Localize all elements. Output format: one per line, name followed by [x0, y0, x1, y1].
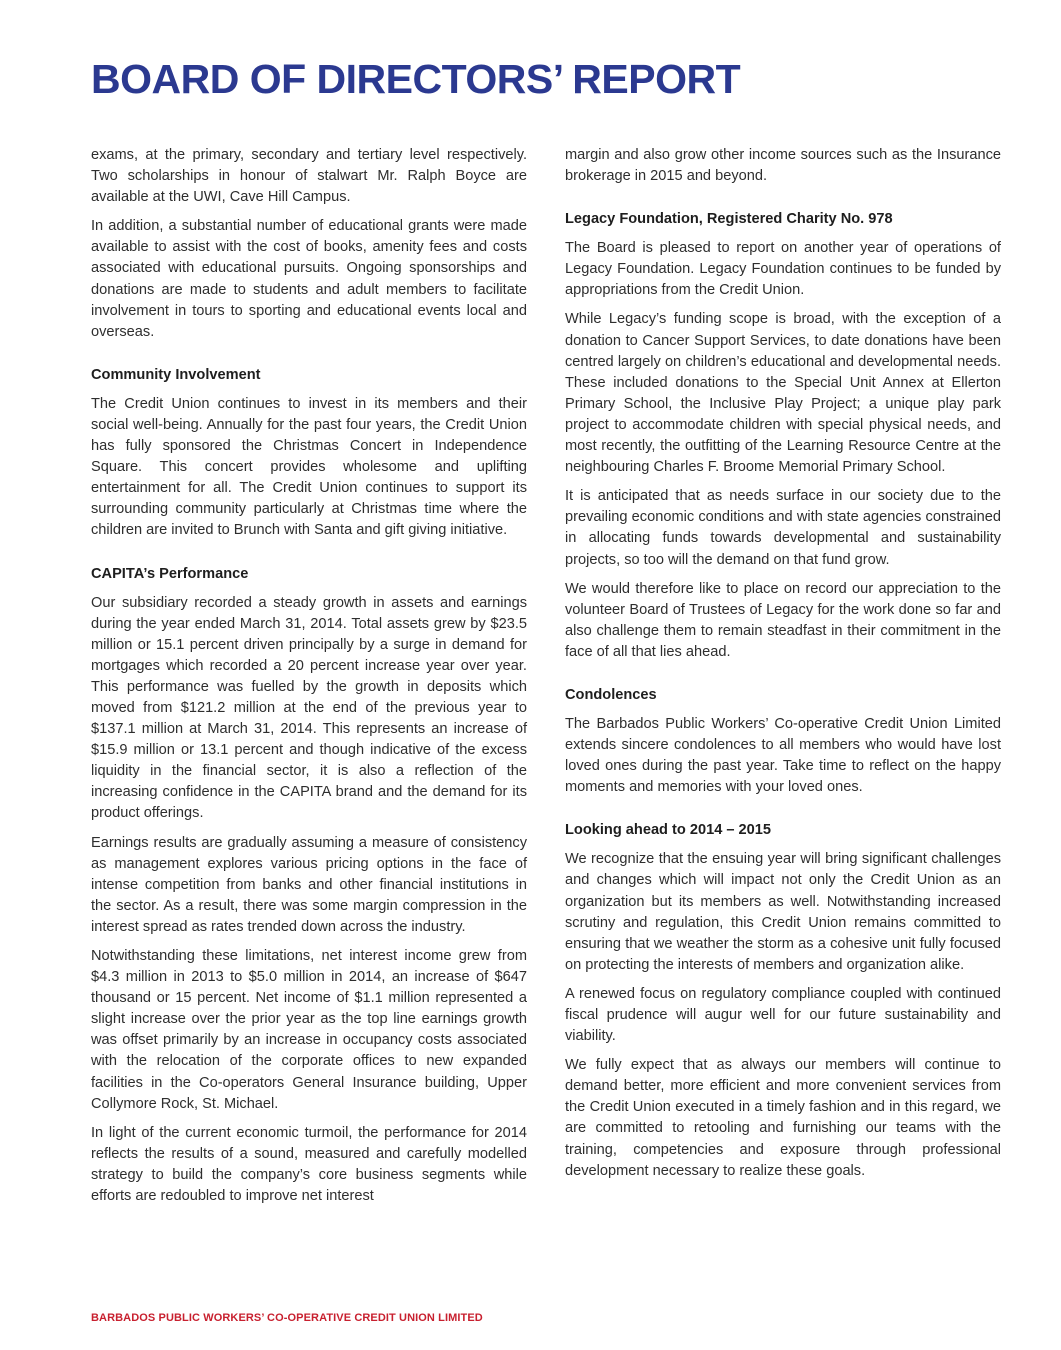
paragraph-looking-ahead-compliance: A renewed focus on regulatory compliance coupled with continued fiscal prudence will augur well for our future sustainability and viability. [565, 985, 1001, 1045]
page-title: BOARD OF DIRECTORS’ REPORT [91, 56, 741, 102]
heading-looking-ahead: Looking ahead to 2014 – 2015 [565, 822, 772, 839]
paragraph-community: The Credit Union continues to invest in its members and their social well-being. Annually for the past four years, the Credit Union has fully sponsored the Christmas Concert in Independence Square. This concert provides wholesome and uplifting entertainment for all. The Credit Union continues to support its surrounding community particularly at Christmas time where the children are invited to Brunch with Santa and gift giving initiative. [91, 395, 527, 539]
paragraph-capita-net-interest: Notwithstanding these limitations, net interest income grew from $4.3 million in 2013 to $5.0 million in 2014, an increase of $647 thousand or 15 percent. Net income of $1.1 million represented a slight increase over the prior year as the top line earnings growth was offset primarily by an increase in occupancy costs associated with the relocation of the corporate offices to new expanded facilities in the Co-operators General Insurance building, Upper Collymore Rock, St. Michael. [91, 948, 527, 1112]
paragraph-legacy-scope: While Legacy’s funding scope is broad, with the exception of a donation to Cancer Support Services, to date donations have been centred largely on children’s educational and developmental needs. These included donations to the Special Unit Annex at Ellerton Primary School, the Inclusive Play Project; a unique play park project to accommodate children with special physical needs, and most recently, the outfitting of the Learning Resource Centre at the neighbouring Charles F. Broome Memorial Primary School. [565, 311, 1001, 476]
left-column [91, 145, 527, 1215]
paragraph-educational-grants: In addition, a substantial number of educational grants were made available to assist with the cost of books, amenity fees and costs associated with educational pursuits. Ongoing sponsorships and donations are made to students and adult members to facilitate involvement in tours to sporting and educational events local and overseas. [91, 218, 527, 340]
paragraph-legacy-operations: The Board is pleased to report on another year of operations of Legacy Foundation. Legacy Foundation continues to be funded by appropriations from the Credit Union. [565, 240, 1001, 299]
footer-organization-name: BARBADOS PUBLIC WORKERS’ CO-OPERATIVE CREDIT UNION LIMITED [91, 1312, 483, 1324]
paragraph-capita-continued: margin and also grow other income sources such as the Insurance brokerage in 2015 and beyond. [565, 147, 1001, 185]
heading-condolences: Condolences [565, 686, 657, 703]
paragraph-legacy-appreciation: We would therefore like to place on record our appreciation to the volunteer Board of Trustees of Legacy for the work done so far and also challenge them to remain steadfast in their commitment in the face of all that lies ahead. [565, 580, 1001, 660]
paragraph-capita-earnings: Earnings results are gradually assuming a measure of consistency as management explores various pricing options in the face of intense competition from banks and other financial institutions in the sector. As a result, there was some margin compression in the interest spread as rates trended down across the industry. [91, 834, 527, 935]
paragraph-legacy-anticipation: It is anticipated that as needs surface in our society due to the prevailing economic conditions and with state agencies constrained in allocating funds towards developmental and sustainability projects, so too will the demand on that fund grow. [565, 488, 1001, 568]
paragraph-capita-growth: Our subsidiary recorded a steady growth in assets and earnings during the year ended March 31, 2014. Total assets grew by $23.5 million or 15.1 percent driven principally by a surge in demand for mortgages which recorded a 20 percent increase year over year. This performance was fuelled by the growth in deposits which moved from $121.2 million at the end of the previous year to $137.1 million at March 31, 2014. This represents an increase of $15.9 million or 13.1 percent and though indicative of the excess liquidity in the financial sector, it is also a reflection of the increasing confidence in the CAPITA brand and the demand for its product offerings. [91, 594, 527, 822]
paragraph-condolences: The Barbados Public Workers’ Co-operative Credit Union Limited extends sincere condolences to all members who would have lost loved ones during the past year. Take time to reflect on the happy moments and memories with your loved ones. [565, 715, 1001, 796]
paragraph-scholarships: exams, at the primary, secondary and tertiary level respectively. Two scholarships in honour of stalwart Mr. Ralph Boyce are available at the UWI, Cave Hill Campus. [91, 147, 527, 206]
heading-capita-performance: CAPITA’s Performance [91, 565, 249, 582]
heading-community-involvement: Community Involvement [91, 366, 261, 383]
paragraph-looking-ahead-challenges: We recognize that the ensuing year will bring significant challenges and changes which will impact not only the Credit Union as an organization but its members as well. Notwithstanding increased scrutiny and regulation, this Credit Union remains committed to ensuring that we weather the storm as a cohesive unit fully focused on protecting the interests of members and organization alike. [565, 851, 1001, 973]
paragraph-capita-outlook: In light of the current economic turmoil, the performance for 2014 reflects the results of a sound, measured and carefully modelled strategy to build the company’s core business segments while efforts are redoubled to improve net interest [91, 1124, 527, 1205]
right-column [565, 145, 1001, 1190]
paragraph-looking-ahead-expectations: We fully expect that as always our members will continue to demand better, more efficient and more convenient services from the Credit Union executed in a timely fashion and in this regard, we are committed to retooling and furnishing our teams with the training, competencies and exposure through professional development necessary to realize these goals. [565, 1057, 1001, 1179]
heading-legacy-foundation: Legacy Foundation, Registered Charity No. 978 [565, 211, 893, 228]
